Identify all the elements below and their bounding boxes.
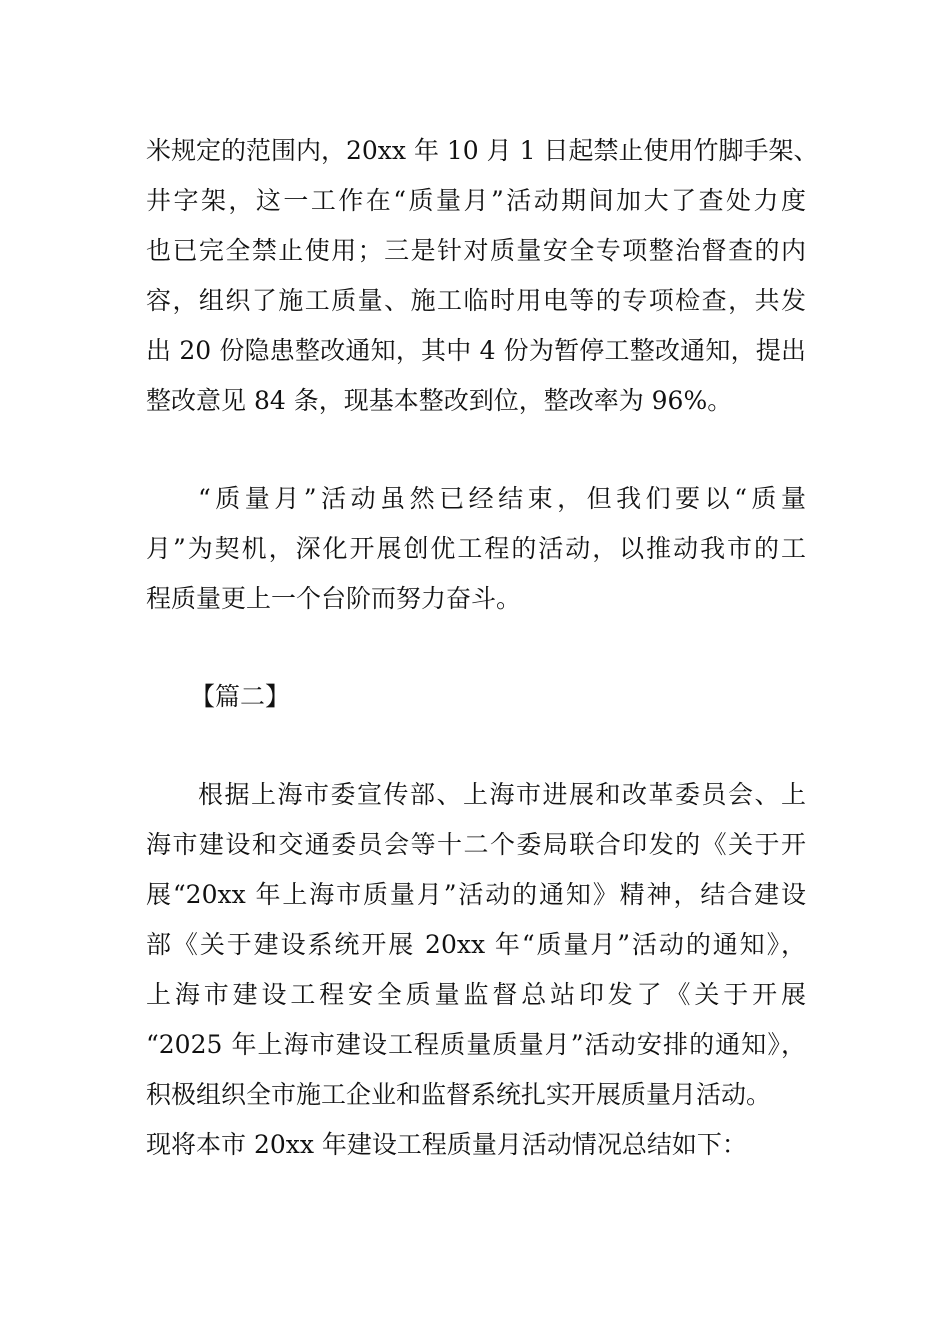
paragraph-3-line-3: 展“20xx 年上海市质量月”活动的通知》精神，结合建设 [146, 880, 806, 909]
paragraph-1-line-4: 容，组织了施工质量、施工临时用电等的专项检查，共发 [146, 286, 806, 315]
paragraph-3-line-8: 现将本市 20xx 年建设工程质量月活动情况总结如下： [146, 1130, 747, 1159]
paragraph-2-line-3: 程质量更上一个台阶而努力奋斗。 [146, 584, 522, 613]
section-heading: 【篇二】 [190, 682, 291, 711]
paragraph-3-line-7: 积极组织全市施工企业和监督系统扎实开展质量月活动。 [146, 1080, 772, 1109]
paragraph-1-line-5: 出 20 份隐患整改通知，其中 4 份为暂停工整改通知，提出 [146, 336, 806, 365]
paragraph-3-line-2: 海市建设和交通委员会等十二个委局联合印发的《关于开 [146, 830, 806, 859]
paragraph-3-line-4: 部《关于建设系统开展 20xx 年“质量月”活动的通知》， [146, 930, 806, 959]
paragraph-1-line-2: 井字架，这一工作在“质量月”活动期间加大了查处力度 [146, 186, 806, 215]
paragraph-3-line-5: 上海市建设工程安全质量监督总站印发了《关于开展 [146, 980, 806, 1009]
paragraph-2-line-1: “质量月”活动虽然已经结束，但我们要以“质量 [198, 484, 806, 513]
paragraph-2-line-2: 月”为契机，深化开展创优工程的活动，以推动我市的工 [146, 534, 806, 563]
paragraph-1-line-1: 米规定的范围内，20xx 年 10 月 1 日起禁止使用竹脚手架、 [146, 136, 819, 165]
paragraph-3-line-6: “2025 年上海市建设工程质量质量月”活动安排的通知》， [146, 1030, 806, 1059]
paragraph-1-line-3: 也已完全禁止使用；三是针对质量安全专项整治督查的内 [146, 236, 806, 265]
paragraph-1-line-6: 整改意见 84 条，现基本整改到位，整改率为 96%。 [146, 386, 733, 415]
paragraph-3-line-1: 根据上海市委宣传部、上海市进展和改革委员会、上 [198, 780, 806, 809]
